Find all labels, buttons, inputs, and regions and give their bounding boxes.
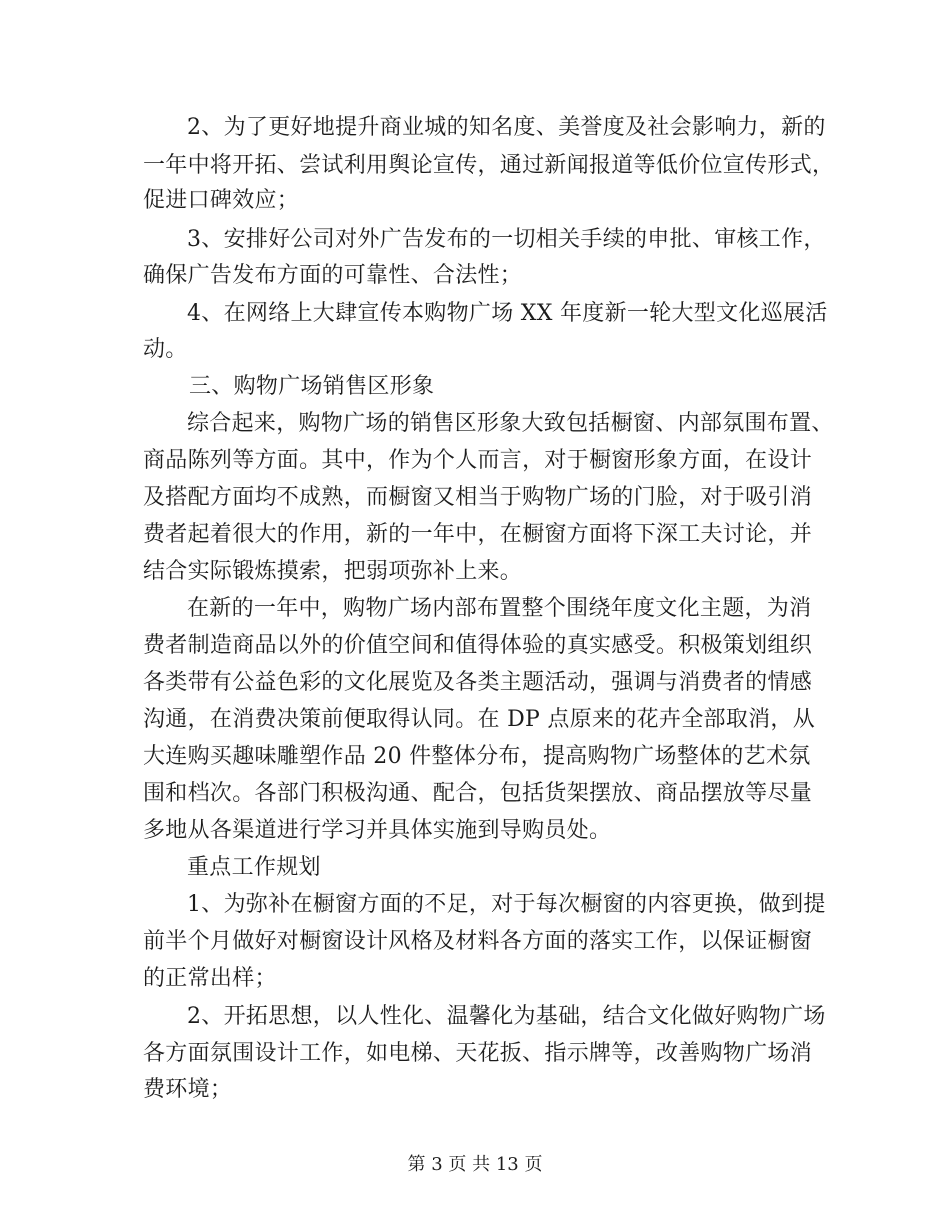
text-line: 各类带有公益色彩的文化展览及各类主题活动，强调与消费者的情感 <box>143 670 813 695</box>
text-line: 围和档次。各部门积极沟通、配合，包括货架摆放、商品摆放等尽量 <box>143 781 813 806</box>
text-line: 动。 <box>143 337 188 362</box>
text-line: 一年中将开拓、尝试利用舆论宣传，通过新闻报道等低价位宣传形式， <box>143 153 835 178</box>
text-line: 大连购买趣味雕塑作品 20 件整体分布，提高购物广场整体的艺术氛 <box>143 744 811 769</box>
text-line: 3、安排好公司对外广告发布的一切相关手续的申批、审核工作， <box>187 227 826 252</box>
text-line: 确保广告发布方面的可靠性、合法性； <box>143 263 523 288</box>
text-line: 2、开拓思想，以人性化、温馨化为基础，结合文化做好购物广场 <box>187 1004 826 1029</box>
text-line: 费者制造商品以外的价值空间和值得体验的真实感受。积极策划组织 <box>143 633 813 658</box>
text-line: 1、为弥补在橱窗方面的不足，对于每次橱窗的内容更换，做到提 <box>187 892 826 917</box>
text-line: 促进口碑效应； <box>143 188 300 213</box>
text-line: 2、为了更好地提升商业城的知名度、美誉度及社会影响力，新的 <box>187 115 826 140</box>
text-line: 商品陈列等方面。其中，作为个人而言，对于橱窗形象方面，在设计 <box>143 448 813 473</box>
subsection-heading-text: 重点工作规划 <box>187 855 321 880</box>
page-number-footer: 第 3 页 共 13 页 <box>407 1154 543 1175</box>
text-line: 前半个月做好对橱窗设计风格及材料各方面的落实工作，以保证橱窗 <box>143 929 813 954</box>
text-line: 及搭配方面均不成熟，而橱窗又相当于购物广场的门脸，对于吸引消 <box>143 485 813 510</box>
text-line: 费环境； <box>143 1077 233 1102</box>
text-line: 各方面氛围设计工作，如电梯、天花扳、指示牌等，改善购物广场消 <box>143 1041 813 1066</box>
text-line: 费者起着很大的作用，新的一年中，在橱窗方面将下深工夫讨论，并 <box>143 522 813 547</box>
text-line: 在新的一年中，购物广场内部布置整个围绕年度文化主题，为消 <box>187 596 812 621</box>
section-heading-text: 三、购物广场销售区形象 <box>189 374 435 399</box>
text-line: 结合实际锻炼摸索，把弱项弥补上来。 <box>143 559 523 584</box>
text-line: 4、在网络上大肆宣传本购物广场 XX 年度新一轮大型文化巡展活 <box>187 301 828 326</box>
text-line: 的正常出样； <box>143 966 277 991</box>
text-line: 沟通，在消费决策前便取得认同。在 DP 点原来的花卉全部取消，从 <box>143 707 816 732</box>
text-line: 综合起来，购物广场的销售区形象大致包括橱窗、内部氛围布置、 <box>187 411 834 436</box>
text-line: 多地从各渠道进行学习并具体实施到导购员处。 <box>143 818 612 843</box>
